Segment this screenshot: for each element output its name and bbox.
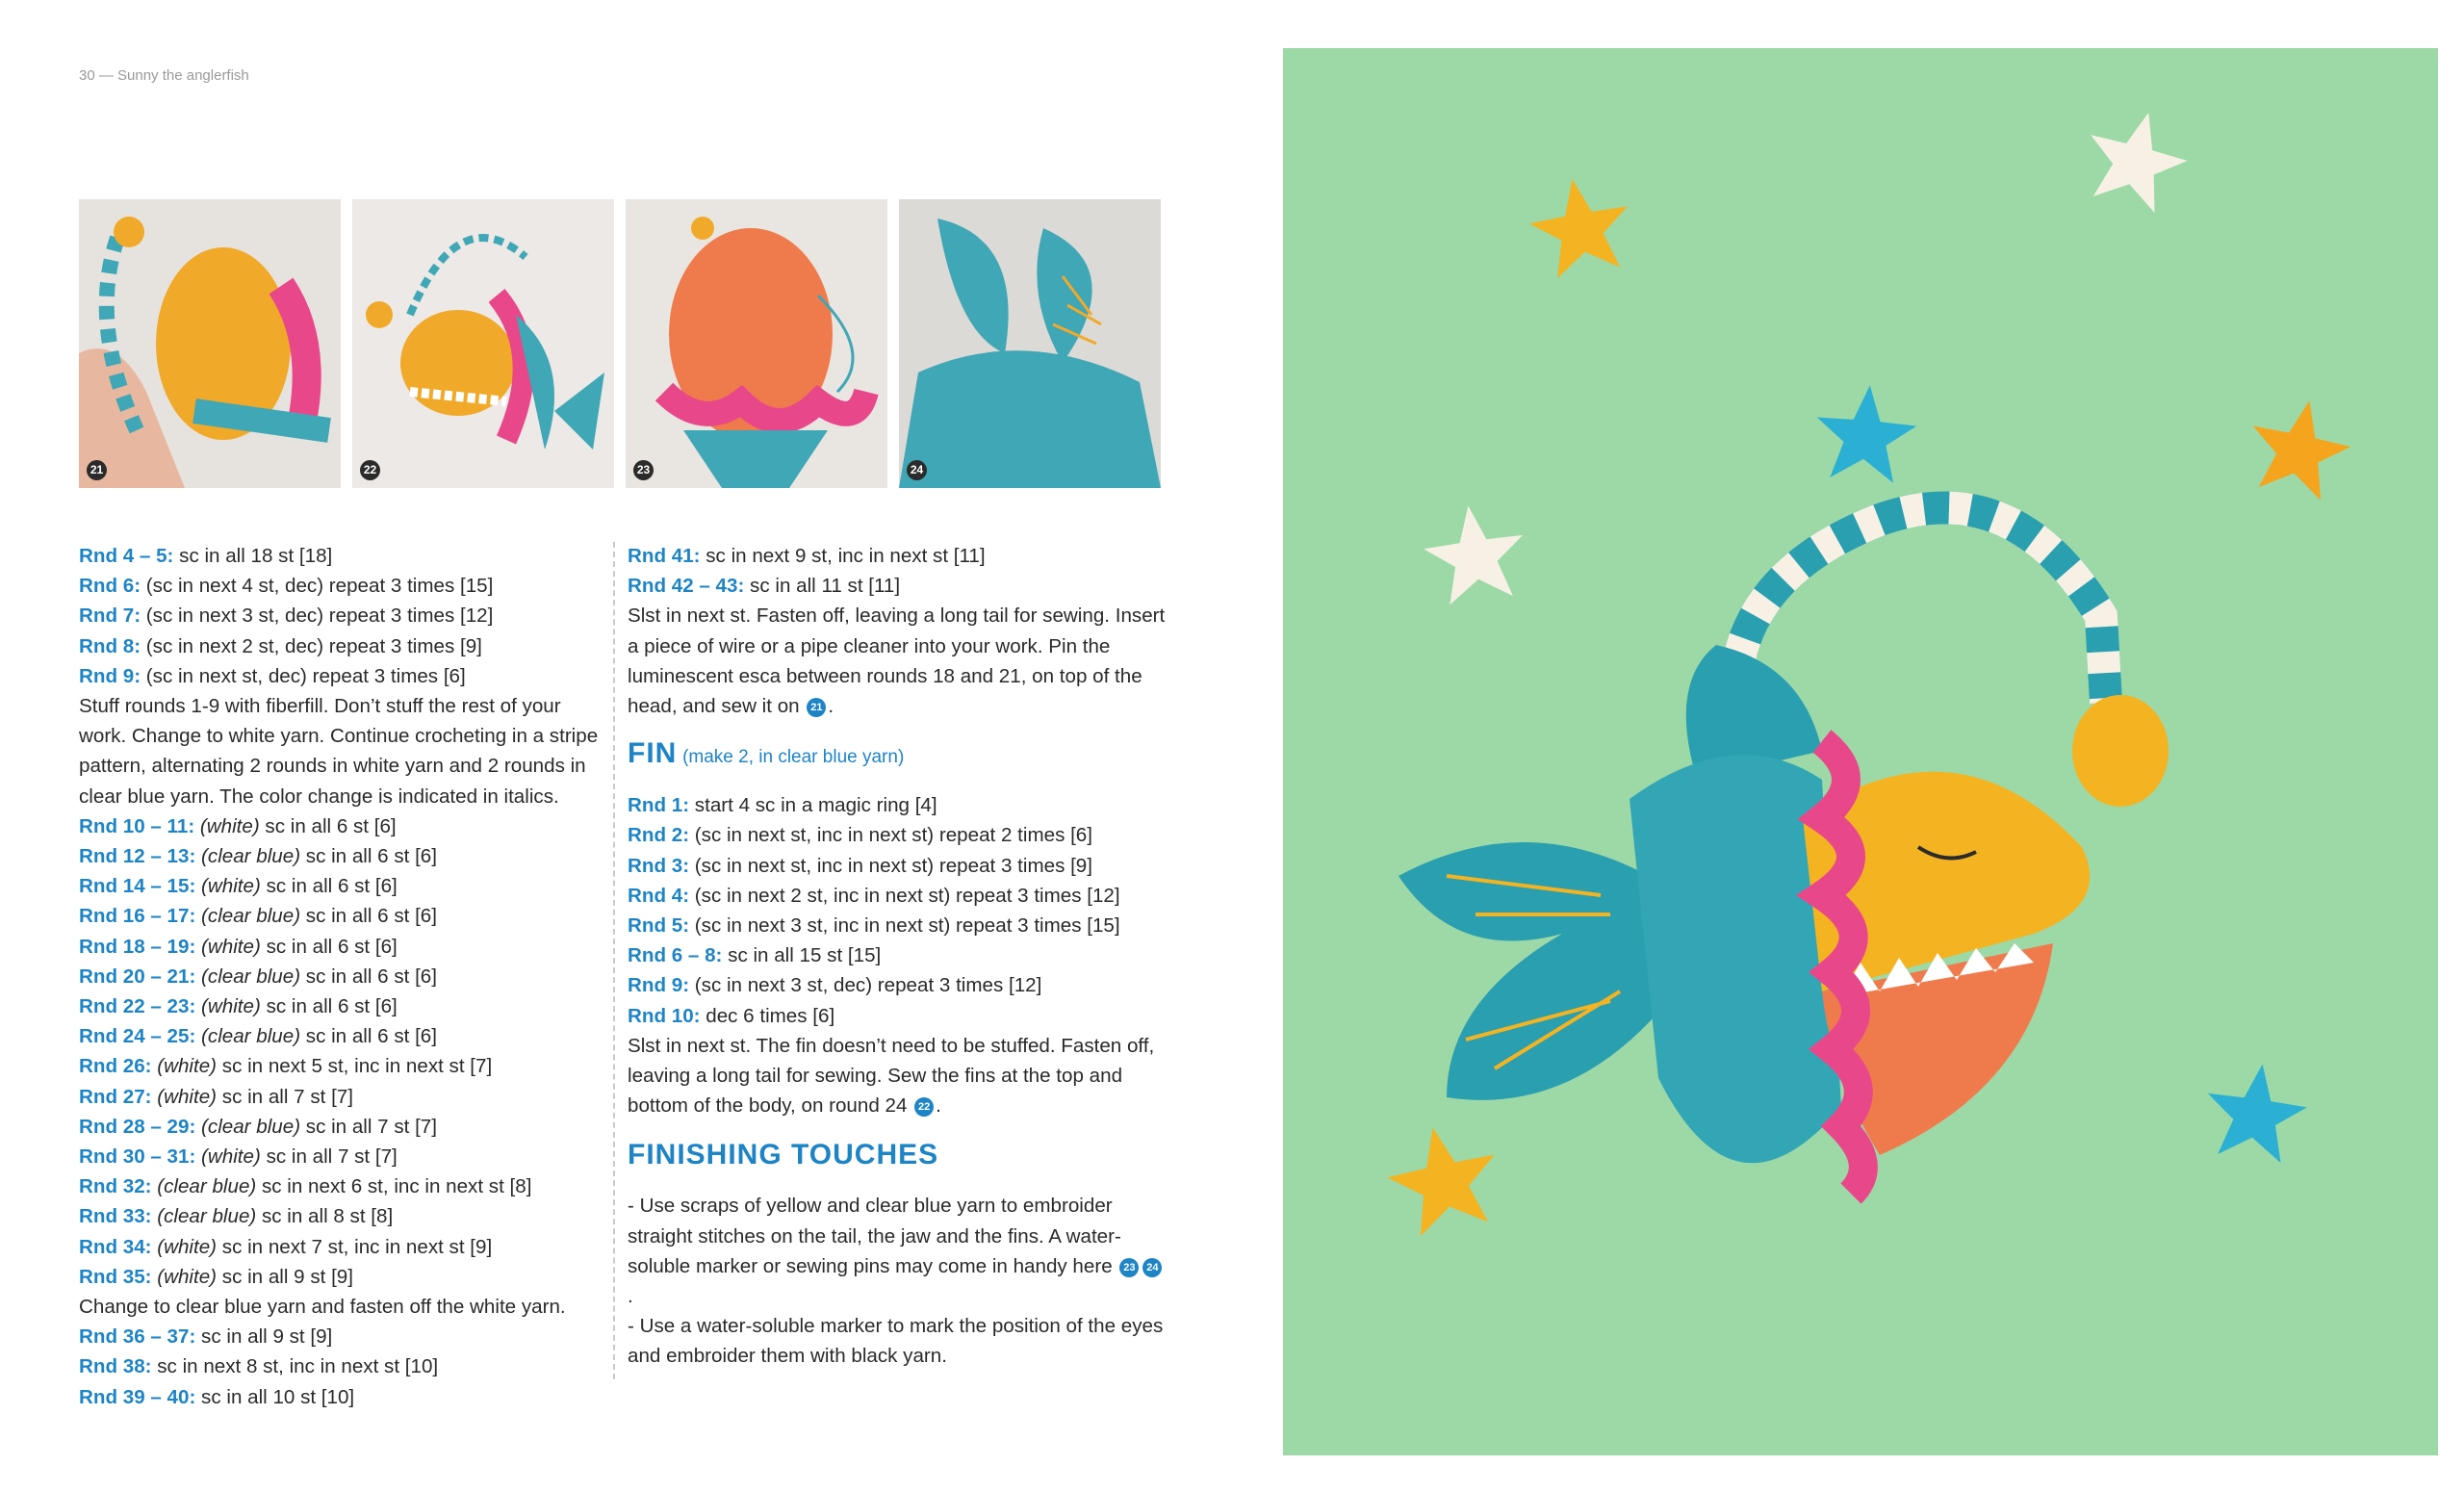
- step-badge-24: 24: [907, 460, 927, 480]
- round-row: Rnd 4: (sc in next 2 st, inc in next st) repeat 3 times [12]: [628, 884, 1120, 907]
- round-row: Rnd 30 – 31: (white) sc in all 7 st [7]: [79, 1145, 398, 1169]
- finishing-heading: FINISHING TOUCHES: [628, 1139, 939, 1171]
- round-row: Rnd 5: (sc in next 3 st, inc in next st) repeat 3 times [15]: [628, 914, 1120, 938]
- color-change-note: Change to clear blue yarn and fasten off the white yarn.: [79, 1296, 566, 1319]
- round-row: Rnd 2: (sc in next st, inc in next st) repeat 2 times [6]: [628, 824, 1092, 847]
- anglerfish-illustration: [1283, 48, 2438, 1455]
- round-row: Rnd 3: (sc in next st, inc in next st) repeat 3 times [9]: [628, 854, 1092, 877]
- page-header: 30 — Sunny the anglerfish: [79, 67, 249, 84]
- finishing-step-1: - Use scraps of yellow and clear blue yarn to embroider straight stitches on the tail, the jaw and the fins. A water-soluble marker or sewing pins may come in handy here 23 24.: [628, 1191, 1167, 1311]
- round-row: Rnd 20 – 21: (clear blue) sc in all 6 st [6]: [79, 965, 437, 988]
- step-photo-22-illustration: [352, 199, 614, 488]
- anglerfish-esca: [2072, 695, 2169, 807]
- round-row: Rnd 6 – 8: sc in all 15 st [15]: [628, 944, 882, 967]
- round-row: Rnd 38: sc in next 8 st, inc in next st [10]: [79, 1355, 439, 1378]
- esca-instructions: Slst in next st. Fasten off, leaving a long tail for sewing. Insert a piece of wire or a pipe cleaner into your work. Pin the luminescent esca between rounds 18 and 21, on top of the head, and sew it on 21 .: [628, 605, 1166, 718]
- step-ref-badge: 21: [807, 698, 826, 717]
- round-row: Rnd 26: (white) sc in next 5 st, inc in next st [7]: [79, 1055, 493, 1078]
- round-row: Rnd 39 – 40: sc in all 10 st [10]: [79, 1385, 355, 1408]
- step-ref-badge: 22: [914, 1097, 934, 1117]
- round-row: Rnd 24 – 25: (clear blue) sc in all 6 st [6]: [79, 1025, 437, 1048]
- anglerfish-photo: [1283, 48, 2438, 1455]
- round-row: Rnd 27: (white) sc in all 7 st [7]: [79, 1085, 353, 1108]
- step-photo-24: [899, 199, 1161, 488]
- round-row: Rnd 33: (clear blue) sc in all 8 st [8]: [79, 1205, 394, 1228]
- round-row: Rnd 14 – 15: (white) sc in all 6 st [6]: [79, 875, 398, 898]
- column-divider: [613, 542, 615, 1379]
- round-row: Rnd 7: (sc in next 3 st, dec) repeat 3 times [12]: [79, 605, 494, 628]
- step-photo-23: [626, 199, 887, 488]
- round-row: Rnd 8: (sc in next 2 st, dec) repeat 3 times [9]: [79, 634, 482, 657]
- round-row: Rnd 12 – 13: (clear blue) sc in all 6 st [6]: [79, 845, 437, 868]
- step-badge-23: 23: [633, 460, 654, 480]
- stuffing-instructions: Stuff rounds 1-9 with fiberfill. Don’t stuff the rest of your work. Change to white yarn. Continue crocheting in a stripe pattern, alternating 2 rounds in white yarn and 2 rounds in clear blue yarn. The color change is indicated in italics.: [79, 695, 599, 808]
- pattern-column-left: [79, 541, 599, 1412]
- finishing-step-2: - Use a water-soluble marker to mark the position of the eyes and embroider them with black yarn.: [628, 1315, 1164, 1368]
- step-badge-21: 21: [87, 460, 107, 480]
- step-badge-22: 22: [360, 460, 380, 480]
- round-row: Rnd 18 – 19: (white) sc in all 6 st [6]: [79, 935, 398, 958]
- fin-instructions: Slst in next st. The fin doesn’t need to be stuffed. Fasten off, leaving a long tail for sewing. Sew the fins at the top and bottom of the body, on round 24 22 .: [628, 1034, 1155, 1118]
- step-photo-22: [352, 199, 614, 488]
- fin-heading: FIN (make 2, in clear blue yarn): [628, 737, 905, 770]
- step-ref-badge: 24: [1142, 1258, 1162, 1277]
- round-row: Rnd 10 – 11: (white) sc in all 6 st [6]: [79, 814, 397, 837]
- round-row: Rnd 36 – 37: sc in all 9 st [9]: [79, 1325, 333, 1349]
- step-photo-21: [79, 199, 341, 488]
- step-photos: [79, 199, 1161, 488]
- round-row: Rnd 22 – 23: (white) sc in all 6 st [6]: [79, 995, 398, 1018]
- round-row: Rnd 35: (white) sc in all 9 st [9]: [79, 1265, 353, 1288]
- round-row: Rnd 1: start 4 sc in a magic ring [4]: [628, 794, 937, 817]
- round-row: Rnd 28 – 29: (clear blue) sc in all 7 st [7]: [79, 1115, 437, 1138]
- round-row: Rnd 9: (sc in next 3 st, dec) repeat 3 times [12]: [628, 974, 1042, 997]
- round-row: Rnd 34: (white) sc in next 7 st, inc in next st [9]: [79, 1235, 493, 1258]
- step-photo-21-illustration: [79, 199, 341, 488]
- round-row: Rnd 42 – 43: sc in all 11 st [11]: [628, 575, 901, 598]
- round-row: Rnd 9: (sc in next st, dec) repeat 3 times [6]: [79, 664, 466, 687]
- round-row: Rnd 4 – 5: sc in all 18 st [18]: [79, 545, 333, 567]
- round-row: Rnd 6: (sc in next 4 st, dec) repeat 3 times [15]: [79, 575, 494, 598]
- round-row: Rnd 10: dec 6 times [6]: [628, 1004, 835, 1027]
- round-row: Rnd 32: (clear blue) sc in next 6 st, inc in next st [8]: [79, 1175, 532, 1198]
- step-photo-23-illustration: [626, 199, 887, 488]
- pattern-column-right: [628, 541, 1167, 1372]
- round-row: Rnd 41: sc in next 9 st, inc in next st [11]: [628, 545, 986, 567]
- step-ref-badge: 23: [1119, 1258, 1139, 1277]
- step-photo-24-illustration: [899, 199, 1161, 488]
- round-row: Rnd 16 – 17: (clear blue) sc in all 6 st [6]: [79, 905, 437, 928]
